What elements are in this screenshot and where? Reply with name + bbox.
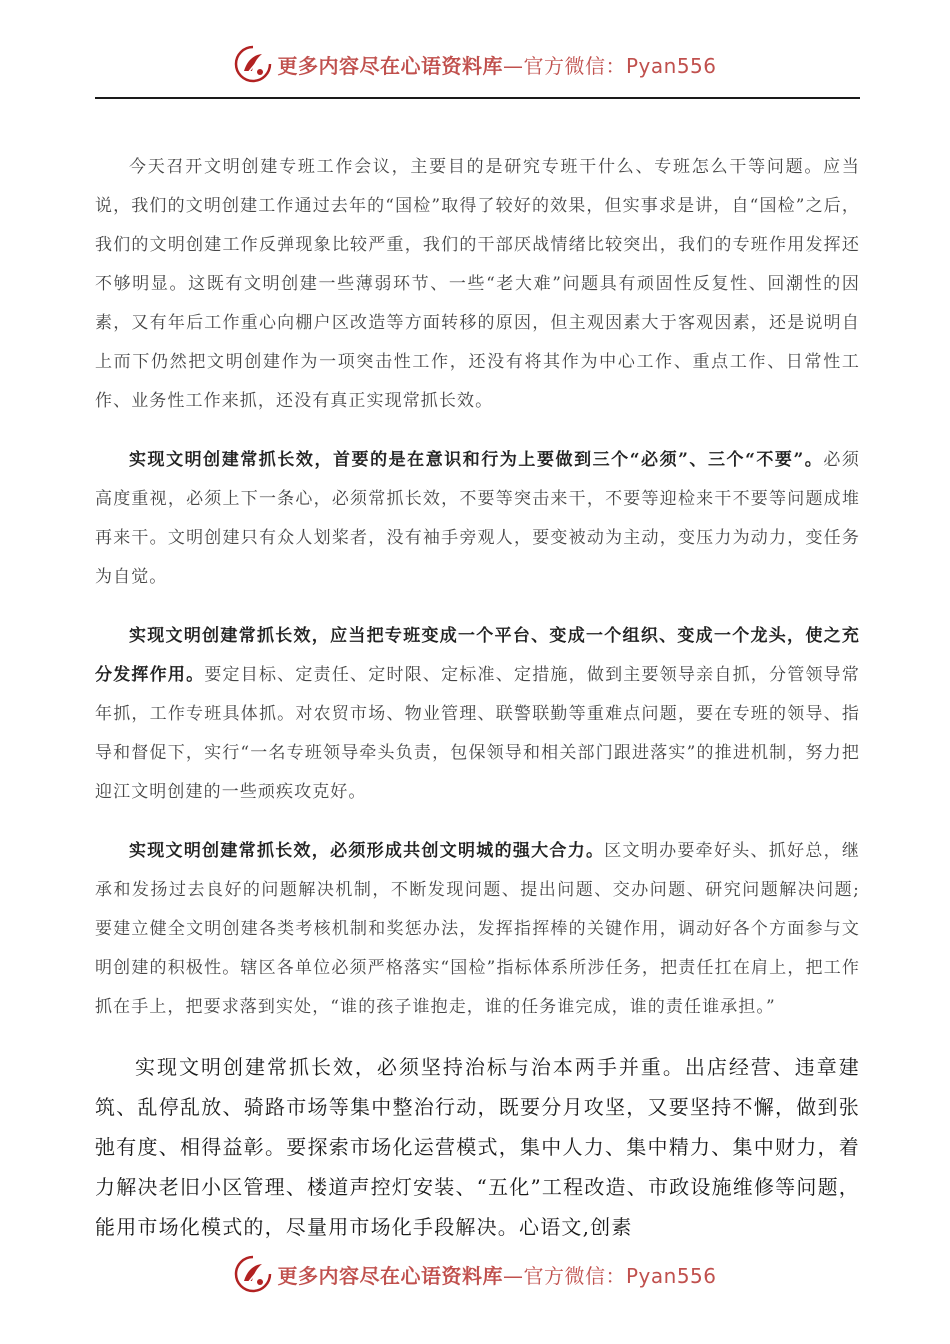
paragraph-text: 实现文明创建常抓长效，必须坚持治标与治本两手并重。出店经营、违章建筑、乱停乱放、骑路市场等集中整治行动，既要分月攻坚，又要坚持不懈，做到张弛有度、相得益彰。要探索市场化运营模式，集中人力、集中精力、集中财力，着力解决老旧小区管理、楼道声控灯安装、“五化”工程改造、市政设施维修等问题，能用市场化模式的，尽量用市场化手段解决。心语文,创素 (95, 1055, 860, 1239)
header-banner (0, 42, 950, 86)
footer-banner (0, 1252, 950, 1296)
paragraph-lead: 实现文明创建常抓长效，必须形成共创文明城的强大合力。 (129, 841, 605, 861)
paragraph-text: 必须高度重视，必须上下一条心，必须常抓长效，不要等突击来干，不要等迎检来干不要等问题成堆再来干。文明创建只有众人划桨者，没有袖手旁观人，要变被动为主动，变压力为动力，变任务为自觉。 (95, 450, 861, 587)
paragraph-text: 今天召开文明创建专班工作会议，主要目的是研究专班干什么、专班怎么干等问题。应当说，我们的文明创建工作通过去年的“国检”取得了较好的效果，但实事求是讲，自“国检”之后，我们的文明创建工作反弹现象比较严重，我们的干部厌战情绪比较突出，我们的专班作用发挥还不够明显。这既有文明创建一些薄弱环节、一些“老大难”问题具有顽固性反复性、回潮性的因素，又有年后工作重心向棚户区改造等方面转移的原因，但主观因素大于客观因素，还是说明自上而下仍然把文明创建作为一项突击性工作，还没有将其作为中心工作、重点工作、日常性工作、业务性工作来抓，还没有真正实现常抓长效。 (95, 157, 860, 411)
banner-text (277, 50, 716, 79)
banner-separator: — (502, 53, 524, 78)
banner-official: 官方微信： (523, 1263, 626, 1288)
paragraph-3 (95, 617, 860, 812)
banner-title: 更多内容尽在心语资料库 (277, 1263, 503, 1288)
brand-logo-icon (233, 1254, 273, 1294)
header-divider (95, 97, 860, 99)
paragraph-lead: 实现文明创建常抓长效，首要的是在意识和行为上要做到三个“必须”、三个“不要”。 (129, 450, 824, 470)
paragraph-text: 区文明办要牵好头、抓好总，继承和发扬过去良好的问题解决机制，不断发现问题、提出问题、交办问题、研究问题解决问题;要建立健全文明创建各类考核机制和奖惩办法，发挥指挥棒的关键作用，调动好各个方面参与文明创建的积极性。辖区各单位必须严格落实“国检”指标体系所涉任务，把责任扛在肩上，把工作抓在手上，把要求落到实处，“谁的孩子谁抱走，谁的任务谁完成，谁的责任谁承担。” (95, 841, 860, 1017)
paragraph-1 (95, 148, 860, 421)
banner-separator: — (502, 1263, 524, 1288)
paragraph-text: 要定目标、定责任、定时限、定标准、定措施，做到主要领导亲自抓，分管领导常年抓，工作专班具体抓。对农贸市场、物业管理、联警联勤等重难点问题，要在专班的领导、指导和督促下，实行“一名专班领导牵头负责，包保领导和相关部门跟进落实”的推进机制，努力把迎江文明创建的一些顽疾攻克好。 (95, 665, 860, 802)
banner-title: 更多内容尽在心语资料库 (277, 53, 503, 78)
paragraph-4 (95, 832, 860, 1027)
banner-wechat-id: Pyan556 (625, 53, 717, 78)
banner-text (277, 1260, 716, 1289)
banner-wechat-id: Pyan556 (625, 1263, 717, 1288)
paragraph-5 (95, 1047, 860, 1247)
paragraph-2 (95, 441, 860, 597)
paragraph-lead: 实现文明创建常抓长效，应当把专班变成一个平台、变成一个组织、变成一个龙头，使之充分发挥作用。 (95, 626, 860, 685)
banner-official: 官方微信： (523, 53, 626, 78)
brand-logo-icon (233, 44, 273, 84)
document-body (95, 148, 860, 1267)
